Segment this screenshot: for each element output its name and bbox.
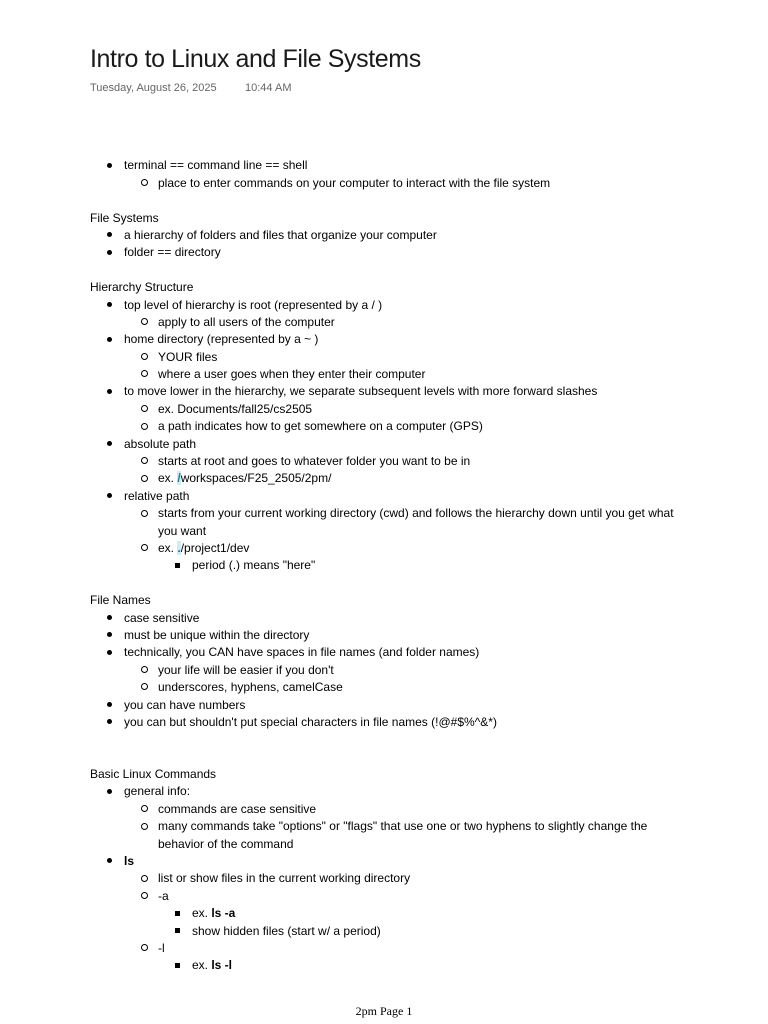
list-item: -l xyxy=(90,940,680,957)
square-bullet-icon xyxy=(175,928,180,933)
bullet-icon xyxy=(107,337,112,342)
list-item: terminal == command line == shell xyxy=(90,157,680,174)
list-item: ex. ls -l xyxy=(90,957,680,974)
list-item: many commands take "options" or "flags" that use one or two hyphens to slightly change the behavior of the command xyxy=(90,818,680,853)
circle-bullet-icon xyxy=(141,475,148,482)
note-body xyxy=(90,140,680,975)
circle-bullet-icon xyxy=(141,457,148,464)
highlighted-text: / xyxy=(177,471,181,486)
section-heading: File Names xyxy=(90,593,151,608)
list-item: -a xyxy=(90,888,680,905)
list-item: ex. Documents/fall25/cs2505 xyxy=(90,401,680,418)
list-item: commands are case sensitive xyxy=(90,801,680,818)
list-item: top level of hierarchy is root (represented by a / ) xyxy=(90,297,680,314)
bullet-icon xyxy=(107,232,112,237)
bullet-icon xyxy=(107,632,112,637)
list-item: case sensitive xyxy=(90,610,680,627)
list-item: where a user goes when they enter their computer xyxy=(90,366,680,383)
list-item: underscores, hyphens, camelCase xyxy=(90,679,680,696)
circle-bullet-icon xyxy=(141,179,148,186)
list-item: home directory (represented by a ~ ) xyxy=(90,331,680,348)
list-item: list or show files in the current working directory xyxy=(90,870,680,887)
section-heading: Hierarchy Structure xyxy=(90,280,194,295)
list-item: your life will be easier if you don't xyxy=(90,662,680,679)
bullet-icon xyxy=(107,441,112,446)
section-heading: File Systems xyxy=(90,210,159,225)
list-item: general info: xyxy=(90,783,680,800)
circle-bullet-icon xyxy=(141,510,148,517)
command-text: ls xyxy=(124,854,135,869)
bullet-icon xyxy=(107,163,112,168)
list-item: YOUR files xyxy=(90,349,680,366)
list-item: to move lower in the hierarchy, we separate subsequent levels with more forward slashes xyxy=(90,383,680,400)
list-item: ex. /workspaces/F25_2505/2pm/ xyxy=(90,470,680,487)
command-text: ls -l xyxy=(211,958,233,973)
square-bullet-icon xyxy=(175,963,180,968)
circle-bullet-icon xyxy=(141,423,148,430)
list-item: starts at root and goes to whatever folder you want to be in xyxy=(90,453,680,470)
circle-bullet-icon xyxy=(141,370,148,377)
bullet-icon xyxy=(107,650,112,655)
square-bullet-icon xyxy=(175,911,180,916)
list-item: apply to all users of the computer xyxy=(90,314,680,331)
section-heading: Basic Linux Commands xyxy=(90,767,217,782)
circle-bullet-icon xyxy=(141,875,148,882)
bullet-icon xyxy=(107,858,112,863)
page-title: Intro to Linux and File Systems xyxy=(90,45,421,73)
list-item: you can but shouldn't put special characters in file names (!@#$%^&*) xyxy=(90,714,680,731)
bullet-icon xyxy=(107,719,112,724)
list-item: a path indicates how to get somewhere on a computer (GPS) xyxy=(90,418,680,435)
list-item: show hidden files (start w/ a period) xyxy=(90,923,680,940)
list-item: a hierarchy of folders and files that organize your computer xyxy=(90,227,680,244)
circle-bullet-icon xyxy=(141,892,148,899)
page-time: 10:44 AM xyxy=(245,82,292,94)
list-item: technically, you CAN have spaces in file names (and folder names) xyxy=(90,644,680,661)
list-item: absolute path xyxy=(90,436,680,453)
circle-bullet-icon xyxy=(141,944,148,951)
list-item xyxy=(90,853,680,870)
list-item: ex. ls -a xyxy=(90,905,680,922)
list-item: starts from your current working directory (cwd) and follows the hierarchy down until you get what you want xyxy=(90,505,680,540)
circle-bullet-icon xyxy=(141,544,148,551)
list-item: place to enter commands on your computer to interact with the file system xyxy=(90,175,680,192)
list-item: must be unique within the directory xyxy=(90,627,680,644)
list-item: you can have numbers xyxy=(90,697,680,714)
bullet-icon xyxy=(107,702,112,707)
circle-bullet-icon xyxy=(141,683,148,690)
page-footer: 2pm Page 1 xyxy=(355,1004,413,1018)
bullet-icon xyxy=(107,250,112,255)
highlighted-text: . xyxy=(177,541,181,555)
list-item: period (.) means "here" xyxy=(90,557,680,574)
circle-bullet-icon xyxy=(141,823,148,830)
list-item: ex. ./project1/dev xyxy=(90,540,680,557)
circle-bullet-icon xyxy=(141,405,148,412)
circle-bullet-icon xyxy=(141,666,148,673)
page-date: Tuesday, August 26, 2025 xyxy=(90,82,217,94)
command-text: ls -a xyxy=(211,906,236,921)
bullet-icon xyxy=(107,389,112,394)
square-bullet-icon xyxy=(175,563,180,568)
bullet-icon xyxy=(107,615,112,620)
circle-bullet-icon xyxy=(141,353,148,360)
bullet-icon xyxy=(107,302,112,307)
bullet-icon xyxy=(107,789,112,794)
circle-bullet-icon xyxy=(141,318,148,325)
circle-bullet-icon xyxy=(141,805,148,812)
bullet-icon xyxy=(107,493,112,498)
list-item: relative path xyxy=(90,488,680,505)
list-item: folder == directory xyxy=(90,244,680,261)
